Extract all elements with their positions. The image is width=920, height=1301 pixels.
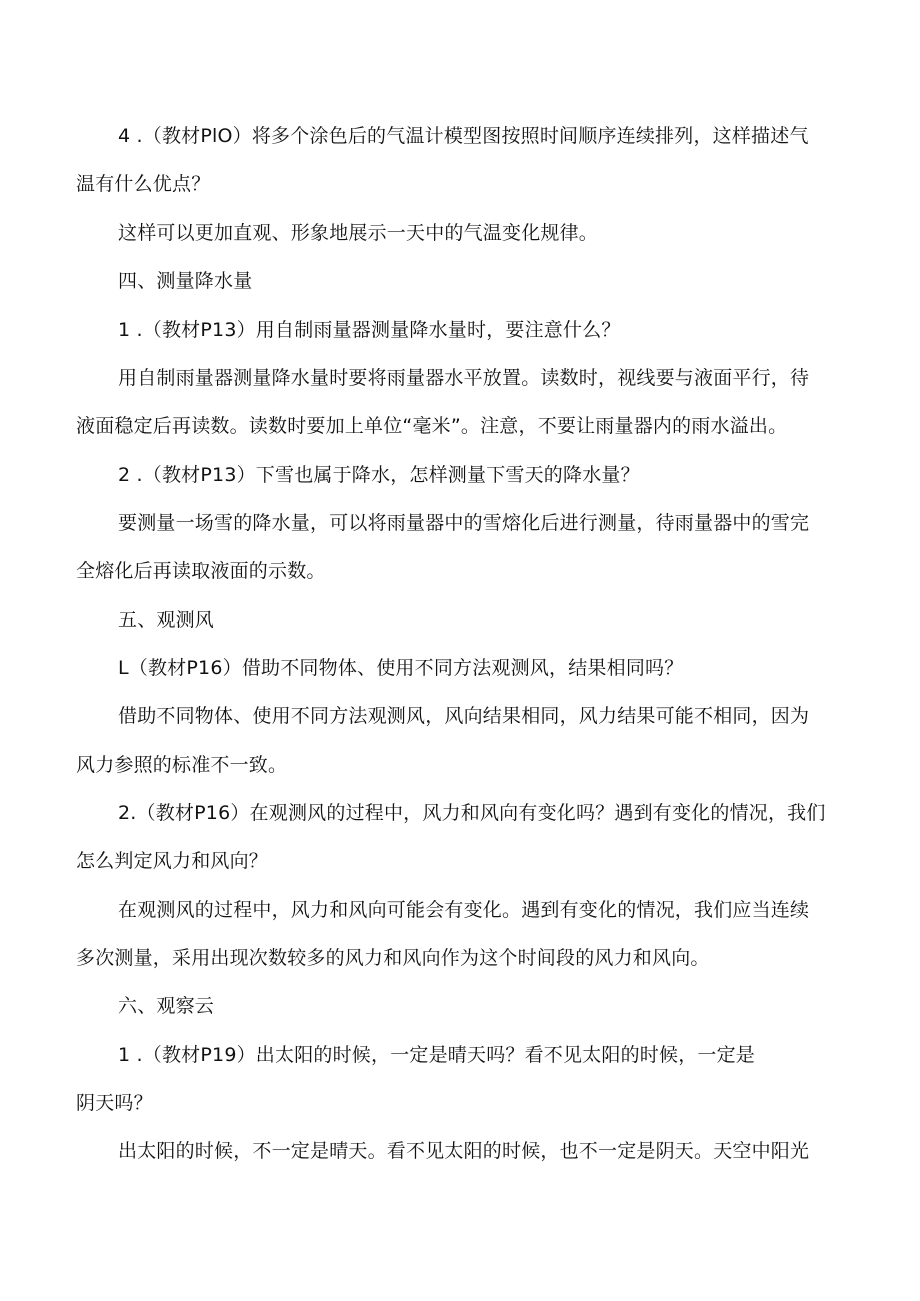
question-wind-2-line-1: 2.（教材P16）在观测风的过程中，风力和风向有变化吗？遇到有变化的情况，我们 <box>118 802 826 824</box>
section-4-heading: 四、测量降水量 <box>118 270 253 292</box>
section-6-heading: 六、观察云 <box>118 995 215 1017</box>
answer-rain-gauge-line-1: 用自制雨量器测量降水量时要将雨量器水平放置。读数时，视线要与液面平行，待 <box>118 367 810 389</box>
question-4-line-1: 4 .（教材PlO）将多个涂色后的气温计模型图按照时间顺序连续排列，这样描述气 <box>118 125 809 147</box>
question-wind-1: L（教材P16）借助不同物体、使用不同方法观测风，结果相同吗？ <box>118 657 684 679</box>
answer-snow-line-2: 全熔化后再读取液面的示数。 <box>76 560 326 582</box>
answer-wind-2-line-2: 多次测量，采用出现次数较多的风力和风向作为这个时间段的风力和风向。 <box>76 947 710 969</box>
question-4-line-2: 温有什么优点？ <box>76 173 211 195</box>
answer-snow-line-1: 要测量一场雪的降水量，可以将雨量器中的雪熔化后进行测量，待雨量器中的雪完 <box>118 512 810 534</box>
answer-rain-gauge-line-2: 液面稳定后再读数。读数时要加上单位“毫米”。注意，不要让雨量器内的雨水溢出。 <box>76 415 788 437</box>
answer-wind-2-line-1: 在观测风的过程中，风力和风向可能会有变化。遇到有变化的情况，我们应当连续 <box>118 899 810 921</box>
question-snow: 2 .（教材P13）下雪也属于降水，怎样测量下雪天的降水量？ <box>118 464 640 486</box>
question-wind-2-line-2: 怎么判定风力和风向？ <box>76 850 269 872</box>
question-cloud-line-1: 1 .（教材P19）出太阳的时候，一定是晴天吗？看不见太阳的时候，一定是 <box>118 1044 756 1066</box>
answer-cloud-line-1: 出太阳的时候，不一定是晴天。看不见太阳的时候，也不一定是阴天。天空中阳光 <box>118 1140 810 1162</box>
section-5-heading: 五、观测风 <box>118 609 215 631</box>
answer-wind-1-line-1: 借助不同物体、使用不同方法观测风，风向结果相同，风力结果可能不相同，因为 <box>118 705 810 727</box>
answer-4-line-1: 这样可以更加直观、形象地展示一天中的气温变化规律。 <box>118 222 599 244</box>
question-cloud-line-2: 阴天吗？ <box>76 1092 153 1114</box>
answer-wind-1-line-2: 风力参照的标准不一致。 <box>76 754 288 776</box>
question-rain-gauge: 1 .（教材P13）用自制雨量器测量降水量时，要注意什么？ <box>118 319 621 341</box>
